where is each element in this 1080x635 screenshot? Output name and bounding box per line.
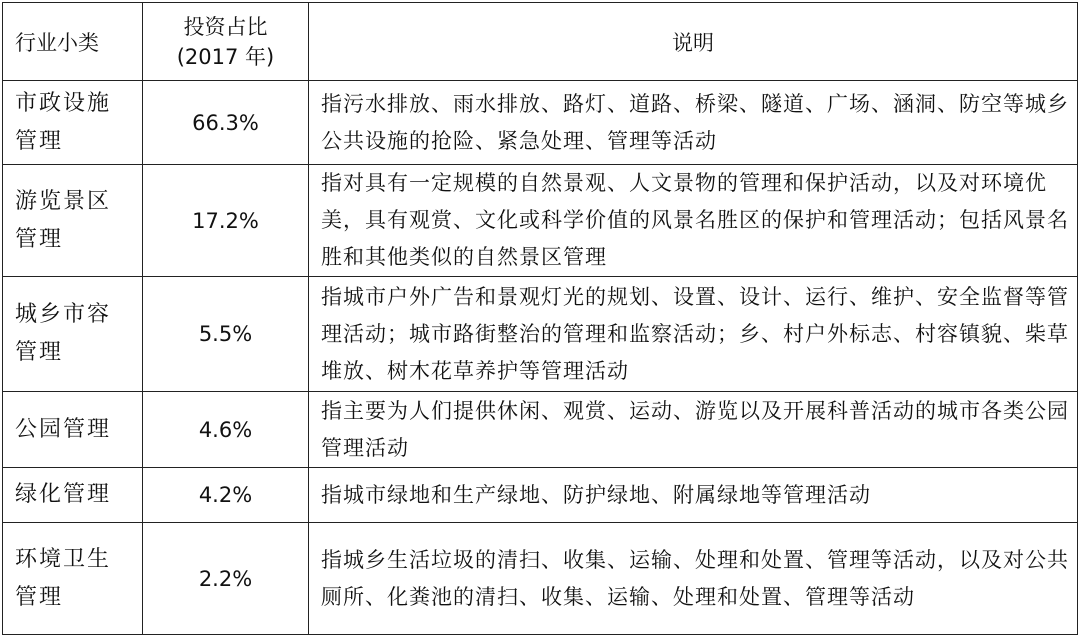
description-cell: 指城市绿地和生产绿地、防护绿地、附属绿地等管理活动 xyxy=(309,468,1078,523)
category-cell: 公园管理 xyxy=(3,392,143,468)
table-row xyxy=(3,165,1078,277)
industry-table-container xyxy=(2,2,1078,635)
share-cell: 2.2% xyxy=(143,523,309,635)
category-cell: 绿化管理 xyxy=(3,468,143,523)
share-cell: 4.2% xyxy=(143,468,309,523)
description-cell: 指对具有一定规模的自然景观、人文景物的管理和保护活动，以及对环境优美，具有观赏、文化或科学价值的风景名胜区的保护和管理活动；包括风景名胜和其他类似的自然景区管理 xyxy=(309,165,1078,277)
share-cell: 5.5% xyxy=(143,277,309,392)
industry-investment-table xyxy=(2,2,1078,635)
header-category: 行业小类 xyxy=(3,3,143,81)
description-cell: 指城市户外广告和景观灯光的规划、设置、设计、运行、维护、安全监督等管理活动；城市路街整治的管理和监察活动；乡、村户外标志、村容镇貌、柴草堆放、树木花草养护等管理活动 xyxy=(309,277,1078,392)
category-cell: 游览景区管理 xyxy=(3,165,143,277)
category-cell: 城乡市容管理 xyxy=(3,277,143,392)
category-cell: 环境卫生管理 xyxy=(3,523,143,635)
table-row xyxy=(3,523,1078,635)
header-share-line2: (2017 年) xyxy=(176,44,275,69)
table-header-row xyxy=(3,3,1078,81)
table-row xyxy=(3,277,1078,392)
share-cell: 66.3% xyxy=(143,81,309,165)
share-cell: 17.2% xyxy=(143,165,309,277)
table-row xyxy=(3,468,1078,523)
header-share-line1: 投资占比 xyxy=(183,14,268,39)
header-description: 说明 xyxy=(309,3,1078,81)
header-investment-share xyxy=(143,3,309,81)
description-cell: 指城乡生活垃圾的清扫、收集、运输、处理和处置、管理等活动，以及对公共厕所、化粪池的清扫、收集、运输、处理和处置、管理等活动 xyxy=(309,523,1078,635)
description-cell: 指污水排放、雨水排放、路灯、道路、桥梁、隧道、广场、涵洞、防空等城乡公共设施的抢险、紧急处理、管理等活动 xyxy=(309,81,1078,165)
table-row xyxy=(3,392,1078,468)
description-cell: 指主要为人们提供休闲、观赏、运动、游览以及开展科普活动的城市各类公园管理活动 xyxy=(309,392,1078,468)
share-cell: 4.6% xyxy=(143,392,309,468)
category-cell: 市政设施管理 xyxy=(3,81,143,165)
table-row xyxy=(3,81,1078,165)
